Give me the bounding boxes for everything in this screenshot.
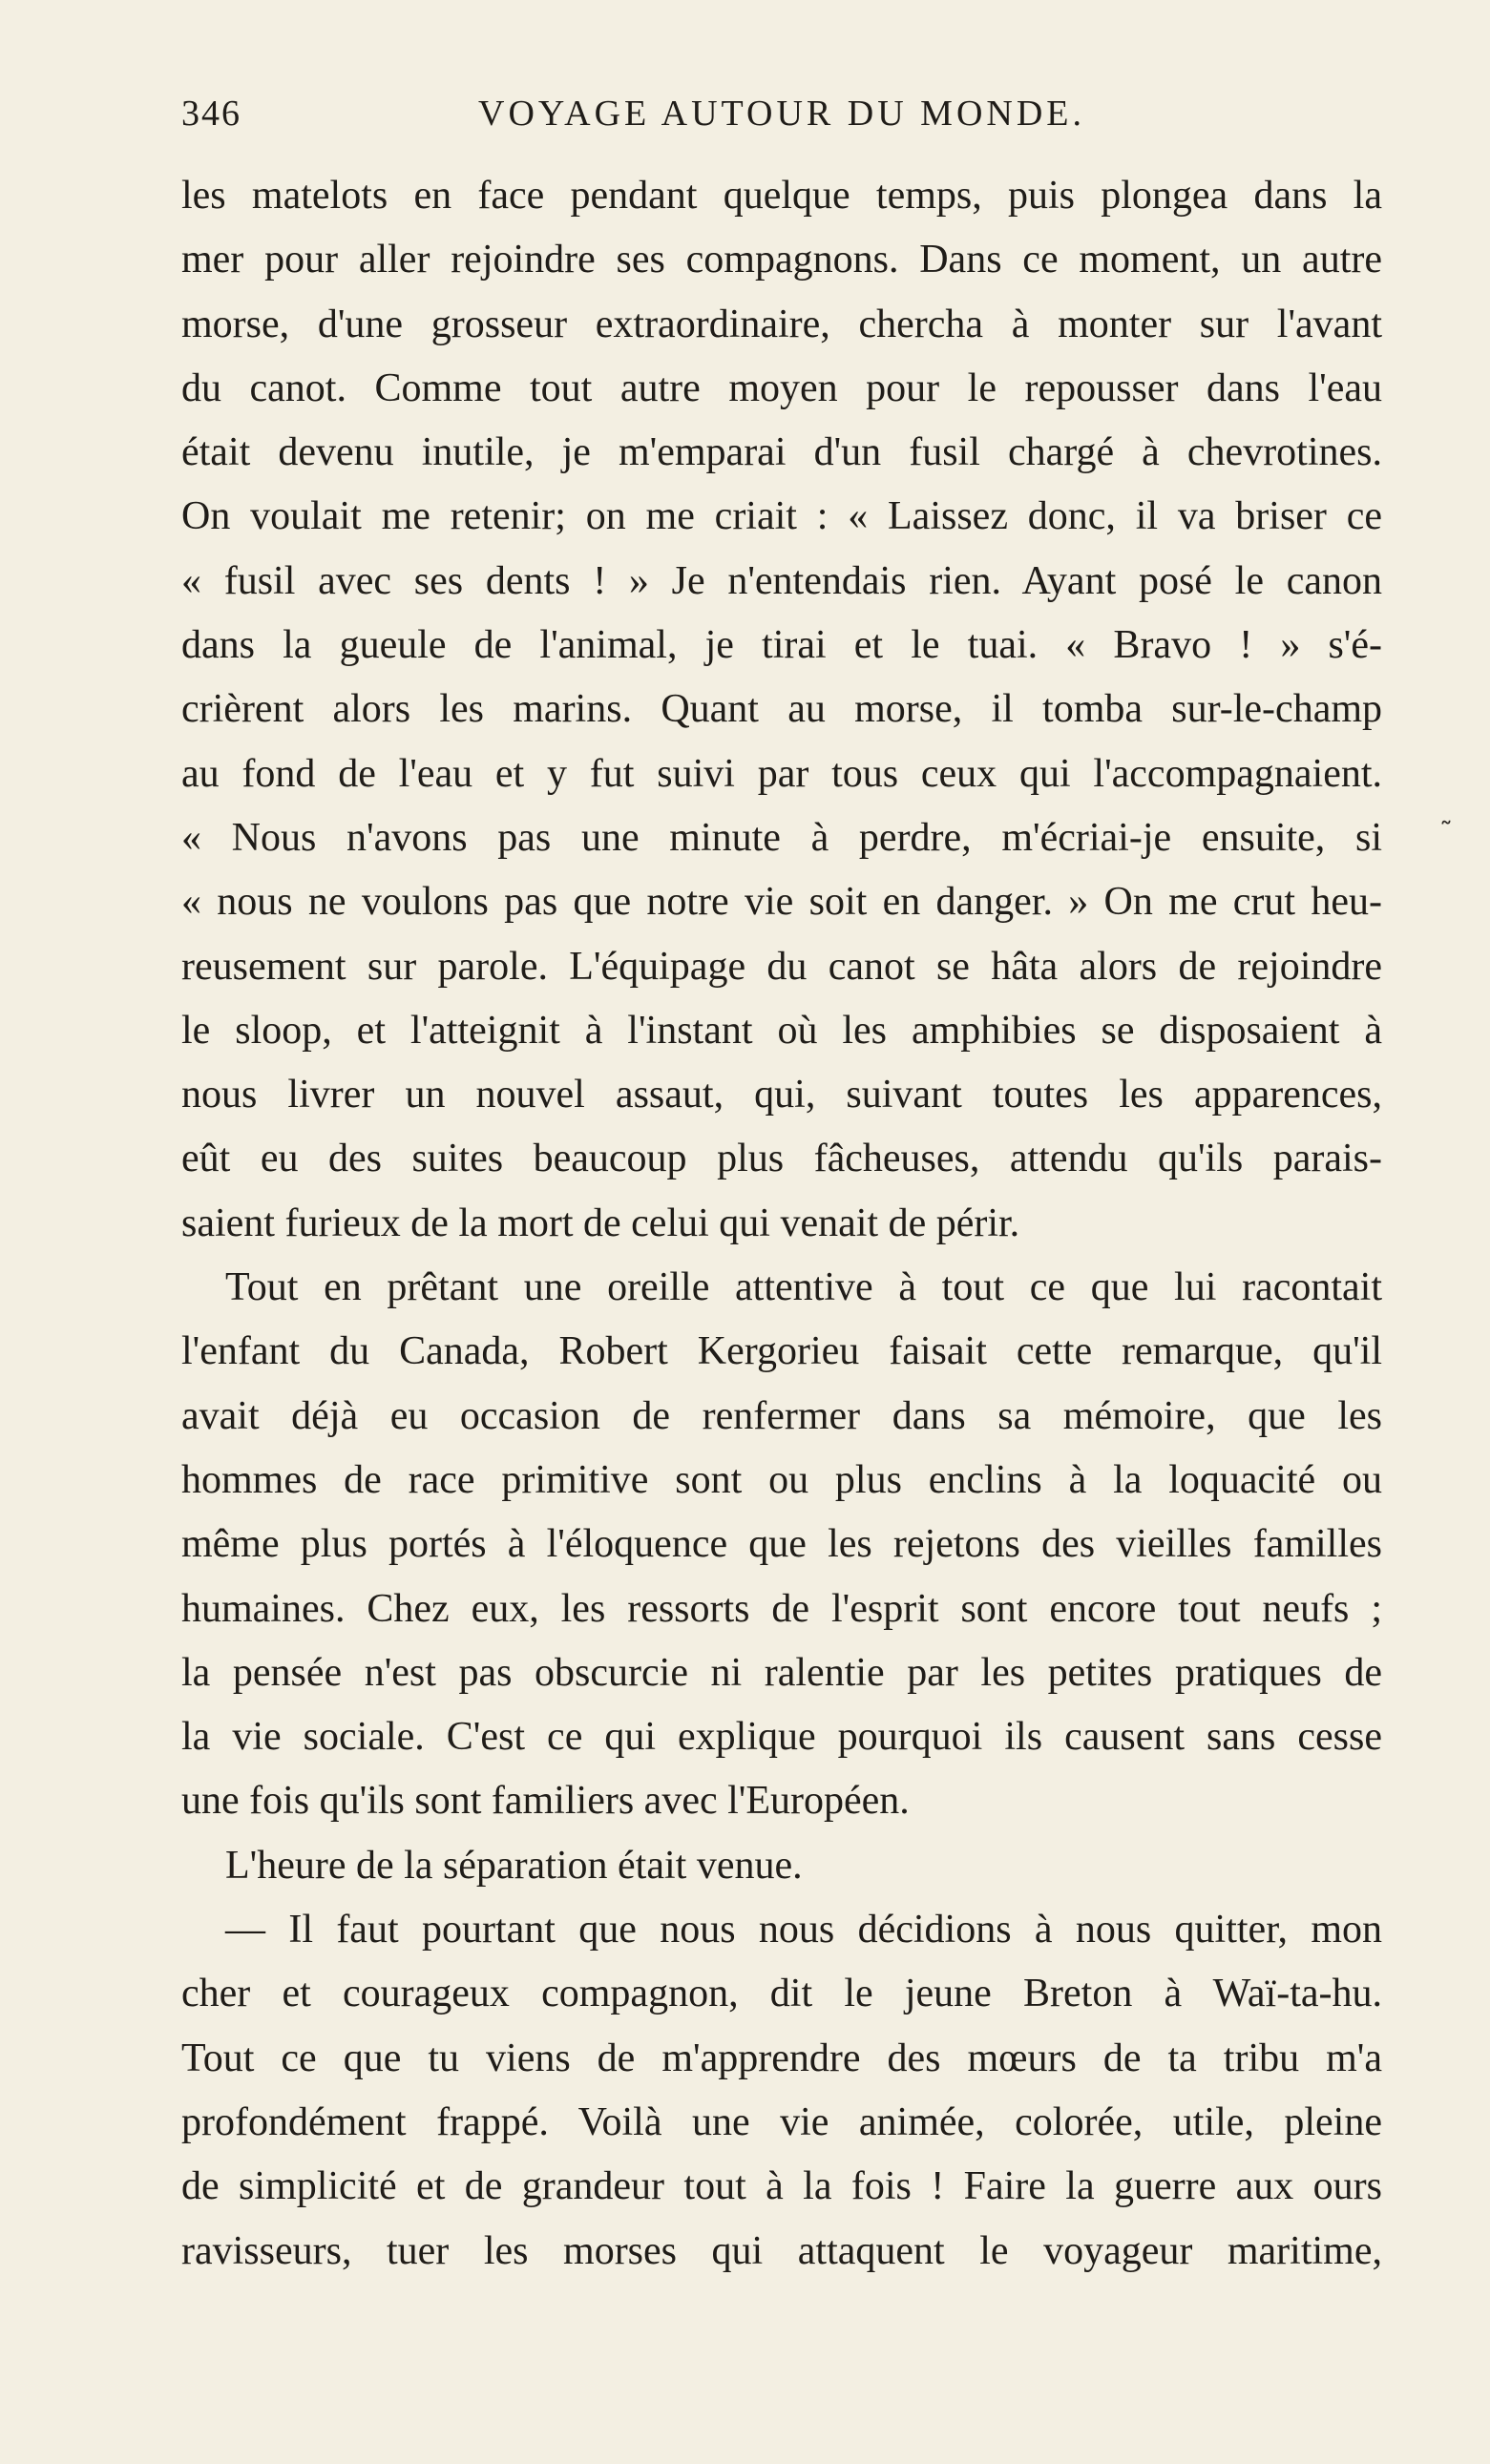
page-number: 346	[181, 94, 241, 134]
text-line: la pensée n'est pas obscurcie ni ralentie par les petites pratiques de	[181, 1650, 1382, 1695]
text-line: « Nous n'avons pas une minute à perdre, m'écriai-je ensuite, si	[181, 815, 1382, 860]
text-line: le sloop, et l'atteignit à l'instant où les amphibies se disposaient à	[181, 1008, 1382, 1053]
text-line: hommes de race primitive sont ou plus enclins à la loquacité ou	[181, 1457, 1382, 1502]
text-line: « fusil avec ses dents ! » Je n'entendais rien. Ayant posé le canon	[181, 558, 1382, 603]
text-line: était devenu inutile, je m'emparai d'un fusil chargé à chevrotines.	[181, 430, 1382, 475]
text-line: cher et courageux compagnon, dit le jeune Breton à Waï-ta-hu.	[181, 1972, 1382, 2016]
text-line: dans la gueule de l'animal, je tirai et le tuai. « Bravo ! » s'é-	[181, 623, 1382, 668]
running-head	[181, 93, 1382, 140]
body-text	[181, 164, 1382, 2284]
text-line: profondément frappé. Voilà une vie animée, colorée, utile, pleine	[181, 2099, 1382, 2144]
text-line: Tout ce que tu viens de m'apprendre des mœurs de ta tribu m'a	[181, 2036, 1382, 2080]
text-line: On voulait me retenir; on me criait : « Laissez donc, il va briser ce	[181, 494, 1382, 539]
text-line: avait déjà eu occasion de renfermer dans sa mémoire, que les	[181, 1393, 1382, 1438]
text-line: ravisseurs, tuer les morses qui attaquent le voyageur maritime,	[181, 2228, 1382, 2273]
text-line: Tout en prêtant une oreille attentive à tout ce que lui racontait	[225, 1265, 1382, 1310]
text-line: même plus portés à l'éloquence que les rejetons des vieilles familles	[181, 1522, 1382, 1567]
text-line: « nous ne voulons pas que notre vie soit en danger. » On me crut heu-	[181, 880, 1382, 925]
text-line: morse, d'une grosseur extraordinaire, chercha à monter sur l'avant	[181, 302, 1382, 346]
running-title: VOYAGE AUTOUR DU MONDE.	[478, 94, 1085, 134]
text-line: les matelots en face pendant quelque temps, puis plongea dans la	[181, 174, 1382, 218]
text-line: L'heure de la séparation était venue.	[225, 1843, 803, 1888]
text-line: nous livrer un nouvel assaut, qui, suivant toutes les apparences,	[181, 1073, 1382, 1117]
text-line: du canot. Comme tout autre moyen pour le repousser dans l'eau	[181, 365, 1382, 410]
text-line: l'enfant du Canada, Robert Kergorieu faisait cette remarque, qu'il	[181, 1329, 1382, 1374]
text-line: la vie sociale. C'est ce qui explique pourquoi ils causent sans cesse	[181, 1715, 1382, 1760]
text-line: une fois qu'ils sont familiers avec l'Européen.	[181, 1779, 910, 1824]
margin-mark: ˜	[1439, 816, 1453, 847]
text-line: reusement sur parole. L'équipage du canot se hâta alors de rejoindre	[181, 944, 1382, 989]
text-line: eût eu des suites beaucoup plus fâcheuses, attendu qu'ils parais-	[181, 1137, 1382, 1181]
text-line: de simplicité et de grandeur tout à la fois ! Faire la guerre aux ours	[181, 2164, 1382, 2209]
text-line: humaines. Chez eux, les ressorts de l'esprit sont encore tout neufs ;	[181, 1586, 1382, 1631]
text-line: mer pour aller rejoindre ses compagnons. Dans ce moment, un autre	[181, 238, 1382, 282]
text-line: — Il faut pourtant que nous nous décidions à nous quitter, mon	[225, 1908, 1382, 1952]
text-line: au fond de l'eau et y fut suivi par tous ceux qui l'accompagnaient.	[181, 751, 1382, 796]
text-line: crièrent alors les marins. Quant au morse, il tomba sur-le-champ	[181, 687, 1382, 732]
text-line: saient furieux de la mort de celui qui venait de périr.	[181, 1201, 1020, 1245]
